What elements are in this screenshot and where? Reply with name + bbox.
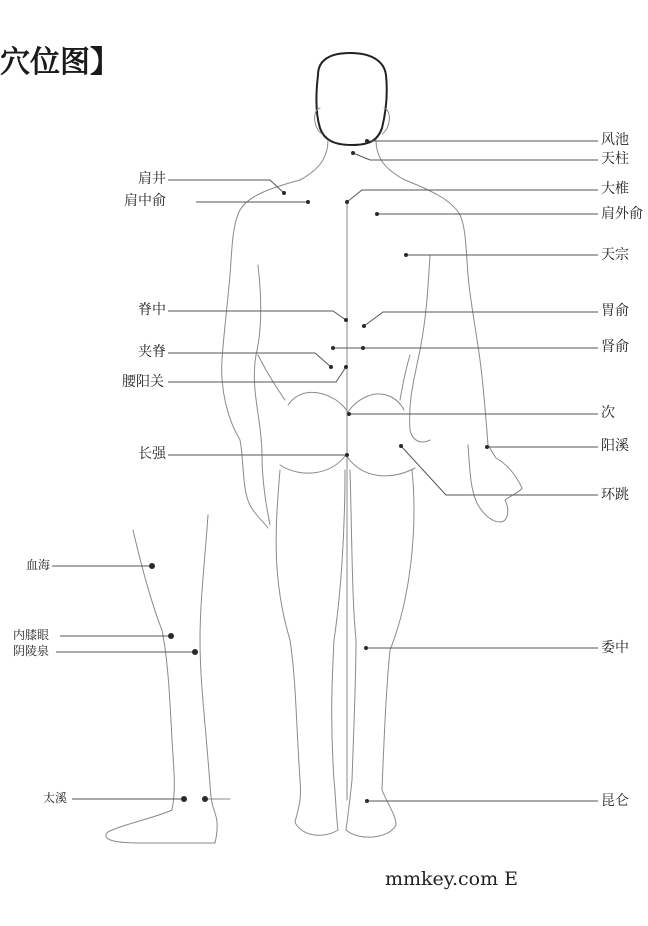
waist-left [258, 355, 285, 400]
label-jianjing: 肩井 [138, 171, 166, 187]
right-hand [468, 445, 522, 522]
acupoint-dots [149, 139, 489, 803]
head-outline [316, 53, 386, 145]
label-fengchi: 风池 [601, 132, 629, 148]
label-weizhong: 委中 [601, 640, 629, 656]
point-jianjing [282, 191, 286, 195]
point-jianwaishu [375, 212, 379, 216]
label-taixi: 太溪 [43, 791, 68, 805]
label-yangxi: 阳溪 [601, 438, 629, 454]
point-jiaji [329, 365, 333, 369]
label-neixiyan: 内膝眼 [13, 628, 50, 642]
label-yaoyangguan: 腰阳关 [122, 374, 164, 390]
neck-left [300, 140, 328, 180]
point-yinlingquan [192, 649, 198, 655]
point-dazhui [345, 200, 349, 204]
leader-lines [52, 141, 598, 801]
label-dazhui: 大椎 [601, 181, 629, 197]
watermark-text: mmkey.com E [385, 868, 519, 890]
point-ci [347, 412, 351, 416]
point-weishu [362, 324, 366, 328]
label-yinlingquan: 阴陵泉 [13, 644, 50, 658]
side-leg-outline [106, 515, 230, 843]
point-huantiao [399, 444, 403, 448]
label-jiaji: 夹脊 [138, 344, 166, 360]
point-yaoyangguan [344, 365, 348, 369]
point-jianzhongshu [306, 200, 310, 204]
label-tianzhu: 天柱 [601, 151, 629, 167]
point-tianzhu [351, 151, 355, 155]
label-jizhong: 脊中 [138, 302, 166, 318]
waist-right [400, 355, 410, 400]
point-weizhong [364, 646, 368, 650]
label-huantiao: 环跳 [601, 487, 629, 503]
left-arm-inner [254, 265, 270, 525]
point-neixiyan [168, 633, 174, 639]
left-leg-outer [276, 470, 338, 835]
back-body-outline [222, 53, 522, 837]
point-changqiang [345, 453, 349, 457]
label-weishu: 胃俞 [601, 303, 629, 319]
left-side-outline [222, 180, 300, 528]
point-kunlun [365, 799, 369, 803]
label-changqiang: 长强 [138, 446, 166, 462]
point-tianzong [404, 253, 408, 257]
label-ci: 次 [601, 405, 615, 421]
buttock-crease-top [288, 392, 404, 412]
label-jianwaishu: 肩外俞 [601, 206, 643, 222]
point-jizhong [344, 318, 348, 322]
label-tianzong: 天宗 [601, 247, 629, 263]
point-shenshu [361, 346, 365, 350]
side-leg-front [106, 530, 217, 843]
point-yangxi [485, 445, 489, 449]
side-leg-back [200, 515, 214, 810]
label-kunlun: 昆仑 [601, 793, 629, 809]
left-leg-inner [332, 470, 345, 830]
label-jianzhongshu: 肩中俞 [124, 193, 166, 209]
label-xuehai: 血海 [26, 558, 51, 572]
point-fengchi [365, 139, 369, 143]
point-taixi [181, 796, 187, 802]
point-xuehai [149, 563, 155, 569]
label-shenshu: 肾俞 [601, 339, 629, 355]
page-title: 穴位图】 [0, 45, 120, 80]
point-jiaji-left [331, 346, 335, 350]
point-taixi-back [202, 796, 208, 802]
